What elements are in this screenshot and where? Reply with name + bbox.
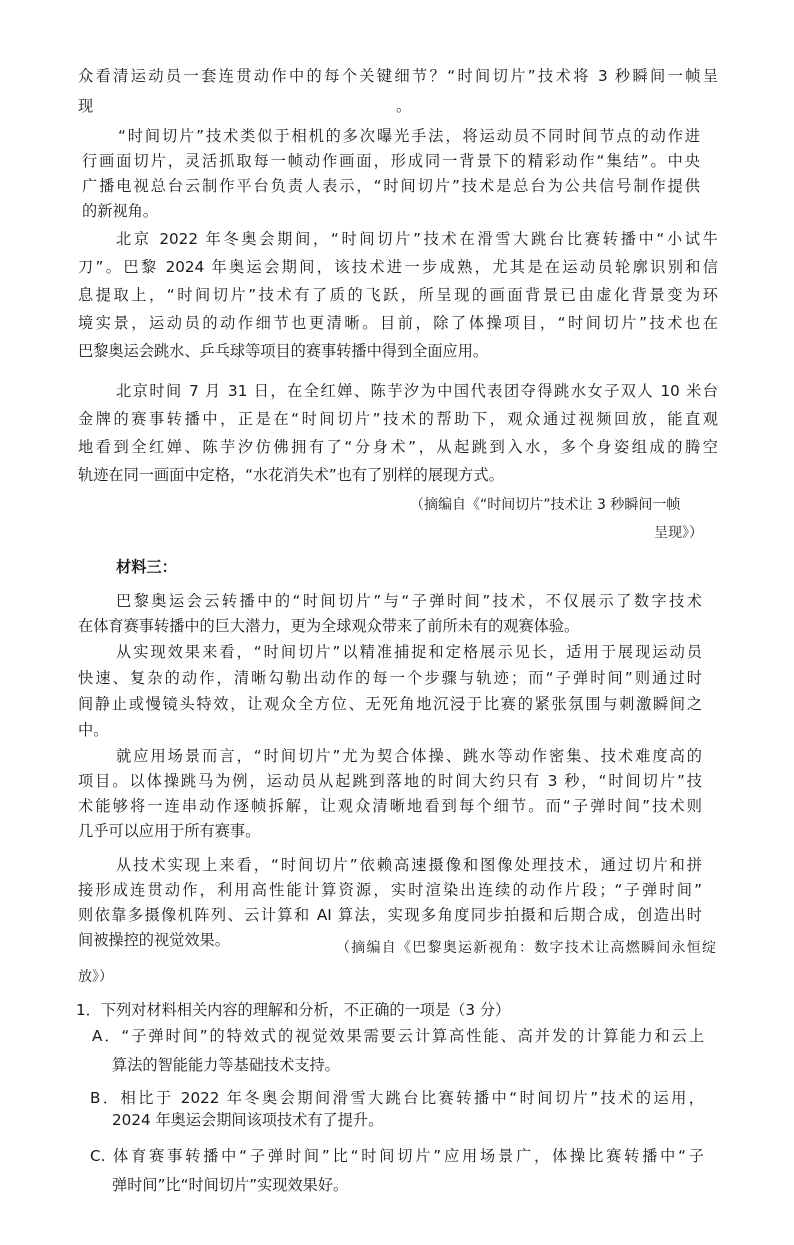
section-heading: 材料三： (116, 558, 177, 576)
intro-line: 现 (78, 97, 94, 115)
option-c[interactable]: C. 体育赛事转播中“子弹时间”比“时间切片”应用场景广，体操比赛转播中“子 (90, 1147, 704, 1165)
intro-line-tail: 。 (396, 97, 412, 115)
paragraph-line: 巴黎奥运会云转播中的“时间切片”与“子弹时间”技术，不仅展示了数字技术 (116, 592, 702, 610)
source-citation: （摘编自《巴黎奥运新视角：数字技术让高燃瞬间永恒绽 (336, 940, 716, 956)
paragraph-line: 刀”。巴黎 2024 年奥运会期间，该技术进一步成熟，尤其是在运动员轮廓识别和信 (78, 258, 718, 276)
source-citation: 呈现》） (654, 525, 703, 541)
option-b-continuation: 2024 年奥运会期间该项技术有了提升。 (112, 1111, 384, 1129)
question-stem: 1．下列对材料相关内容的理解和分析，不正确的一项是（3 分） (76, 1001, 511, 1019)
paragraph-line: 巴黎奥运会跳水、乒乓球等项目的赛事转播中得到全面应用。 (78, 342, 489, 360)
option-a[interactable]: A．“子弹时间”的特效式的视觉效果需要云计算高性能、高并发的计算能力和云上 (92, 1027, 704, 1045)
paragraph-line: 金牌的赛事转播中，正是在“时间切片”技术的帮助下，观众通过视频回放，能直观 (78, 410, 718, 428)
paragraph-line: 快速、复杂的动作，清晰勾勒出动作的每一个步骤与轨迹；而“子弹时间”则通过时 (78, 669, 702, 687)
paragraph-line: 的新视角。 (82, 202, 158, 220)
paragraph-line: 接形成连贯动作，利用高性能计算资源，实时渲染出连续的动作片段；“子弹时间” (78, 881, 702, 899)
paragraph-line: 息提取上，“时间切片”技术有了质的飞跃，所呈现的画面背景已由虚化背景变为环 (78, 286, 718, 304)
paragraph-line: 项目。以体操跳马为例，运动员从起跳到落地的时间大约只有 3 秒，“时间切片”技 (78, 772, 702, 790)
paragraph-line: 中。 (78, 721, 109, 739)
paragraph-line: 从技术实现上来看，“时间切片”依赖高速摄像和图像处理技术，通过切片和拼 (116, 856, 702, 874)
option-b[interactable]: B．相比于 2022 年冬奥会期间滑雪大跳台比赛转播中“时间切片”技术的运用， (90, 1089, 704, 1107)
option-a-continuation: 算法的智能能力等基础技术支持。 (112, 1056, 340, 1074)
source-citation: 放》） (78, 969, 113, 985)
paragraph-line: 地看到全红婵、陈芋汐仿佛拥有了“分身术”，从起跳到入水，多个身姿组成的腾空 (78, 438, 718, 456)
paragraph-line: 轨迹在同一画面中定格，“水花消失术”也有了别样的展现方式。 (78, 466, 504, 484)
intro-line: 众看清运动员一套连贯动作中的每个关键细节？“时间切片”技术将 3 秒瞬间一帧呈 (78, 67, 718, 85)
paragraph-line: 就应用场景而言，“时间切片”尤为契合体操、跳水等动作密集、技术难度高的 (116, 747, 702, 765)
paragraph-line: 几乎可以应用于所有赛事。 (78, 822, 261, 840)
paragraph-line: 境实景，运动员的动作细节也更清晰。目前，除了体操项目，“时间切片”技术也在 (78, 314, 718, 332)
paragraph-line: 术能够将一连串动作逐帧拆解，让观众清晰地看到每个细节。而“子弹时间”技术则 (78, 797, 702, 815)
paragraph-line: 行画面切片，灵活抓取每一帧动作画面，形成同一背景下的精彩动作“集结”。中央 (82, 152, 700, 170)
paragraph-line: 北京 2022 年冬奥会期间，“时间切片”技术在滑雪大跳台比赛转播中“小试牛 (116, 230, 718, 248)
paragraph-line: 在体育赛事转播中的巨大潜力，更为全球观众带来了前所未有的观赛体验。 (78, 617, 580, 635)
paragraph-line: 则依靠多摄像机阵列、云计算和 AI 算法，实现多角度同步拍摄和后期合成，创造出时 (78, 906, 702, 924)
paragraph-line: 北京时间 7 月 31 日，在全红婵、陈芋汐为中国代表团夺得跳水女子双人 10 米台 (116, 382, 718, 400)
option-c-continuation: 弹时间”比“时间切片”实现效果好。 (112, 1176, 349, 1194)
source-citation: （摘编自《“时间切片”技术让 3 秒瞬间一帧 (410, 497, 681, 513)
paragraph-line: 间被操控的视觉效果。 (78, 931, 230, 949)
paragraph-line: 间静止或慢镜头特效，让观众全方位、无死角地沉浸于比赛的紧张氛围与刺激瞬间之 (78, 695, 702, 713)
paragraph-line: 广播电视总台云制作平台负责人表示，“时间切片”技术是总台为公共信号制作提供 (82, 177, 700, 195)
paragraph-line: “时间切片”技术类似于相机的多次曝光手法，将运动员不同时间节点的动作进 (118, 127, 700, 145)
paragraph-line: 从实现效果来看，“时间切片”以精准捕捉和定格展示见长，适用于展现运动员 (116, 643, 702, 661)
